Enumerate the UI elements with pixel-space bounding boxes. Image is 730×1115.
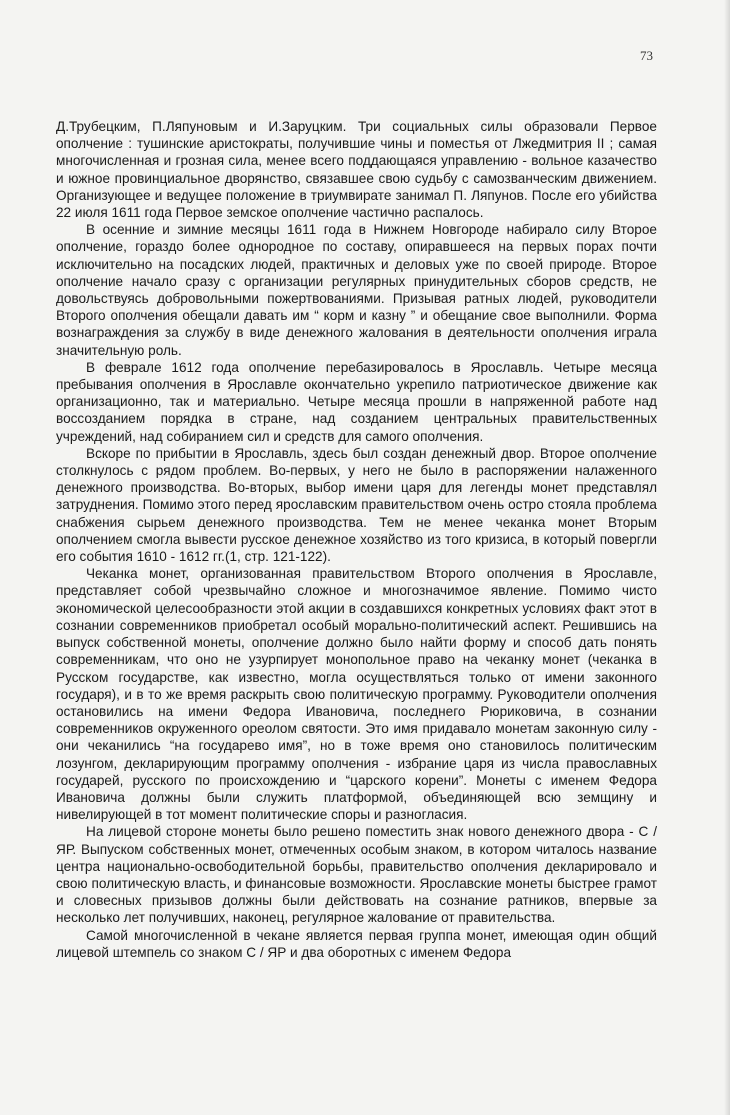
page-number: 73 [640,48,653,63]
paragraph: Самой многочисленной в чекане является первая группа монет, имеющая один общий лицевой штемпель со знаком С / ЯР и два оборотных с именем Федора [56,927,657,960]
paragraph: Чеканка монет, организованная правительством Второго ополчения в Ярославле, представляет собой чрезвычайно сложное и многозначимое явление. Помимо чисто экономической целесообразности этой акции в создавшихся конкретных условиях факт этот в сознании современников приобретал особый морально-политический аспект. Решившись на выпуск собственной монеты, ополчение должно было найти форму и способ дать понять современникам, что оно не узурпирует монопольное право на чеканку монет (чеканка в Русском государстве, как известно, могла осуществляться только от имени законного государя), и в то же время раскрыть свою политическую программу. Руководители ополчения остановились на имени Федора Ивановича, последнего Рюриковича, в сознании современников окруженного ореолом святости. Это имя придавало монетам законную силу - они чеканились “на государево имя”, но в тоже время оно становилось политическим лозунгом, декларирующим программу ополчения - избрание царя из числа православных государей, русского по происхождению и “царского корени”. Монеты с именем Федора Ивановича должны были служить платформой, объединяющей всю земщину и нивелирующей в тот момент политические споры и разногласия. [56,566,657,823]
body-text [56,118,657,961]
paragraph: Вскоре по прибытии в Ярославль, здесь был создан денежный двор. Второе ополчение столкнулось с рядом проблем. Во-первых, у него не было в распоряжении налаженного денежного производства. Во-вторых, выбор имени царя для легенды монет представлял затруднения. Помимо этого перед ярославским правительством очень остро стояла проблема снабжения сырьем денежного производства. Тем не менее чеканка монет Вторым ополчением смогла вывести русское денежное хозяйство из того кризиса, в который повергли его события 1610 - 1612 гг.(1, стр. 121-122). [56,445,657,565]
paragraph: В феврале 1612 года ополчение перебазировалось в Ярославль. Четыре месяца пребывания ополчения в Ярославле окончательно укрепило патриотическое движение как организационно, так и материально. Четыре месяца прошли в напряженной работе над воссозданием порядка в стране, над созданием центральных правительственных учреждений, над собиранием сил и средств для самого ополчения. [56,359,657,444]
paragraph: Д.Трубецким, П.Ляпуновым и И.Заруцким. Три социальных силы образовали Первое ополчение : тушинские аристократы, получившие чины и поместья от Лжедмитрия II ; самая многочисленная и грозная сила, менее всего поддающаяся управлению - вольное казачество и южное провинциальное дворянство, связавшее свою судьбу с самозванческим движением. Организующее и ведущее положение в триумвирате занимал П. Ляпунов. После его убийства 22 июля 1611 года Первое земское ополчение частично распалось. [56,119,657,221]
paragraph: В осенние и зимние месяцы 1611 года в Нижнем Новгороде набирало силу Второе ополчение, гораздо более однородное по составу, опиравшееся на первых порах почти исключительно на посадских людей, практичных и деловых уже по своей природе. Второе ополчение начало сразу с организации регулярных принудительных сборов средств, не довольствуясь добровольными пожертвованиями. Призывая ратных людей, руководители Второго ополчения обещали давать им “ корм и казну ” и обещание свое выполнили. Форма вознаграждения за службу в виде денежного жалования в деятельности ополчения играла значительную роль. [56,222,657,358]
paragraph: На лицевой стороне монеты было решено поместить знак нового денежного двора - С / ЯР. Выпуском собственных монет, отмеченных особым знаком, в котором читалось название центра национально-освободительной борьбы, правительство ополчения декларировало и свою политическую власть, и финансовые возможности. Ярославские монеты быстрее грамот и словесных призывов должны были действовать на сознание ратников, впервые за несколько лет получивших, наконец, регулярное жалование от правительства. [56,824,657,926]
page-edge [724,0,730,1115]
